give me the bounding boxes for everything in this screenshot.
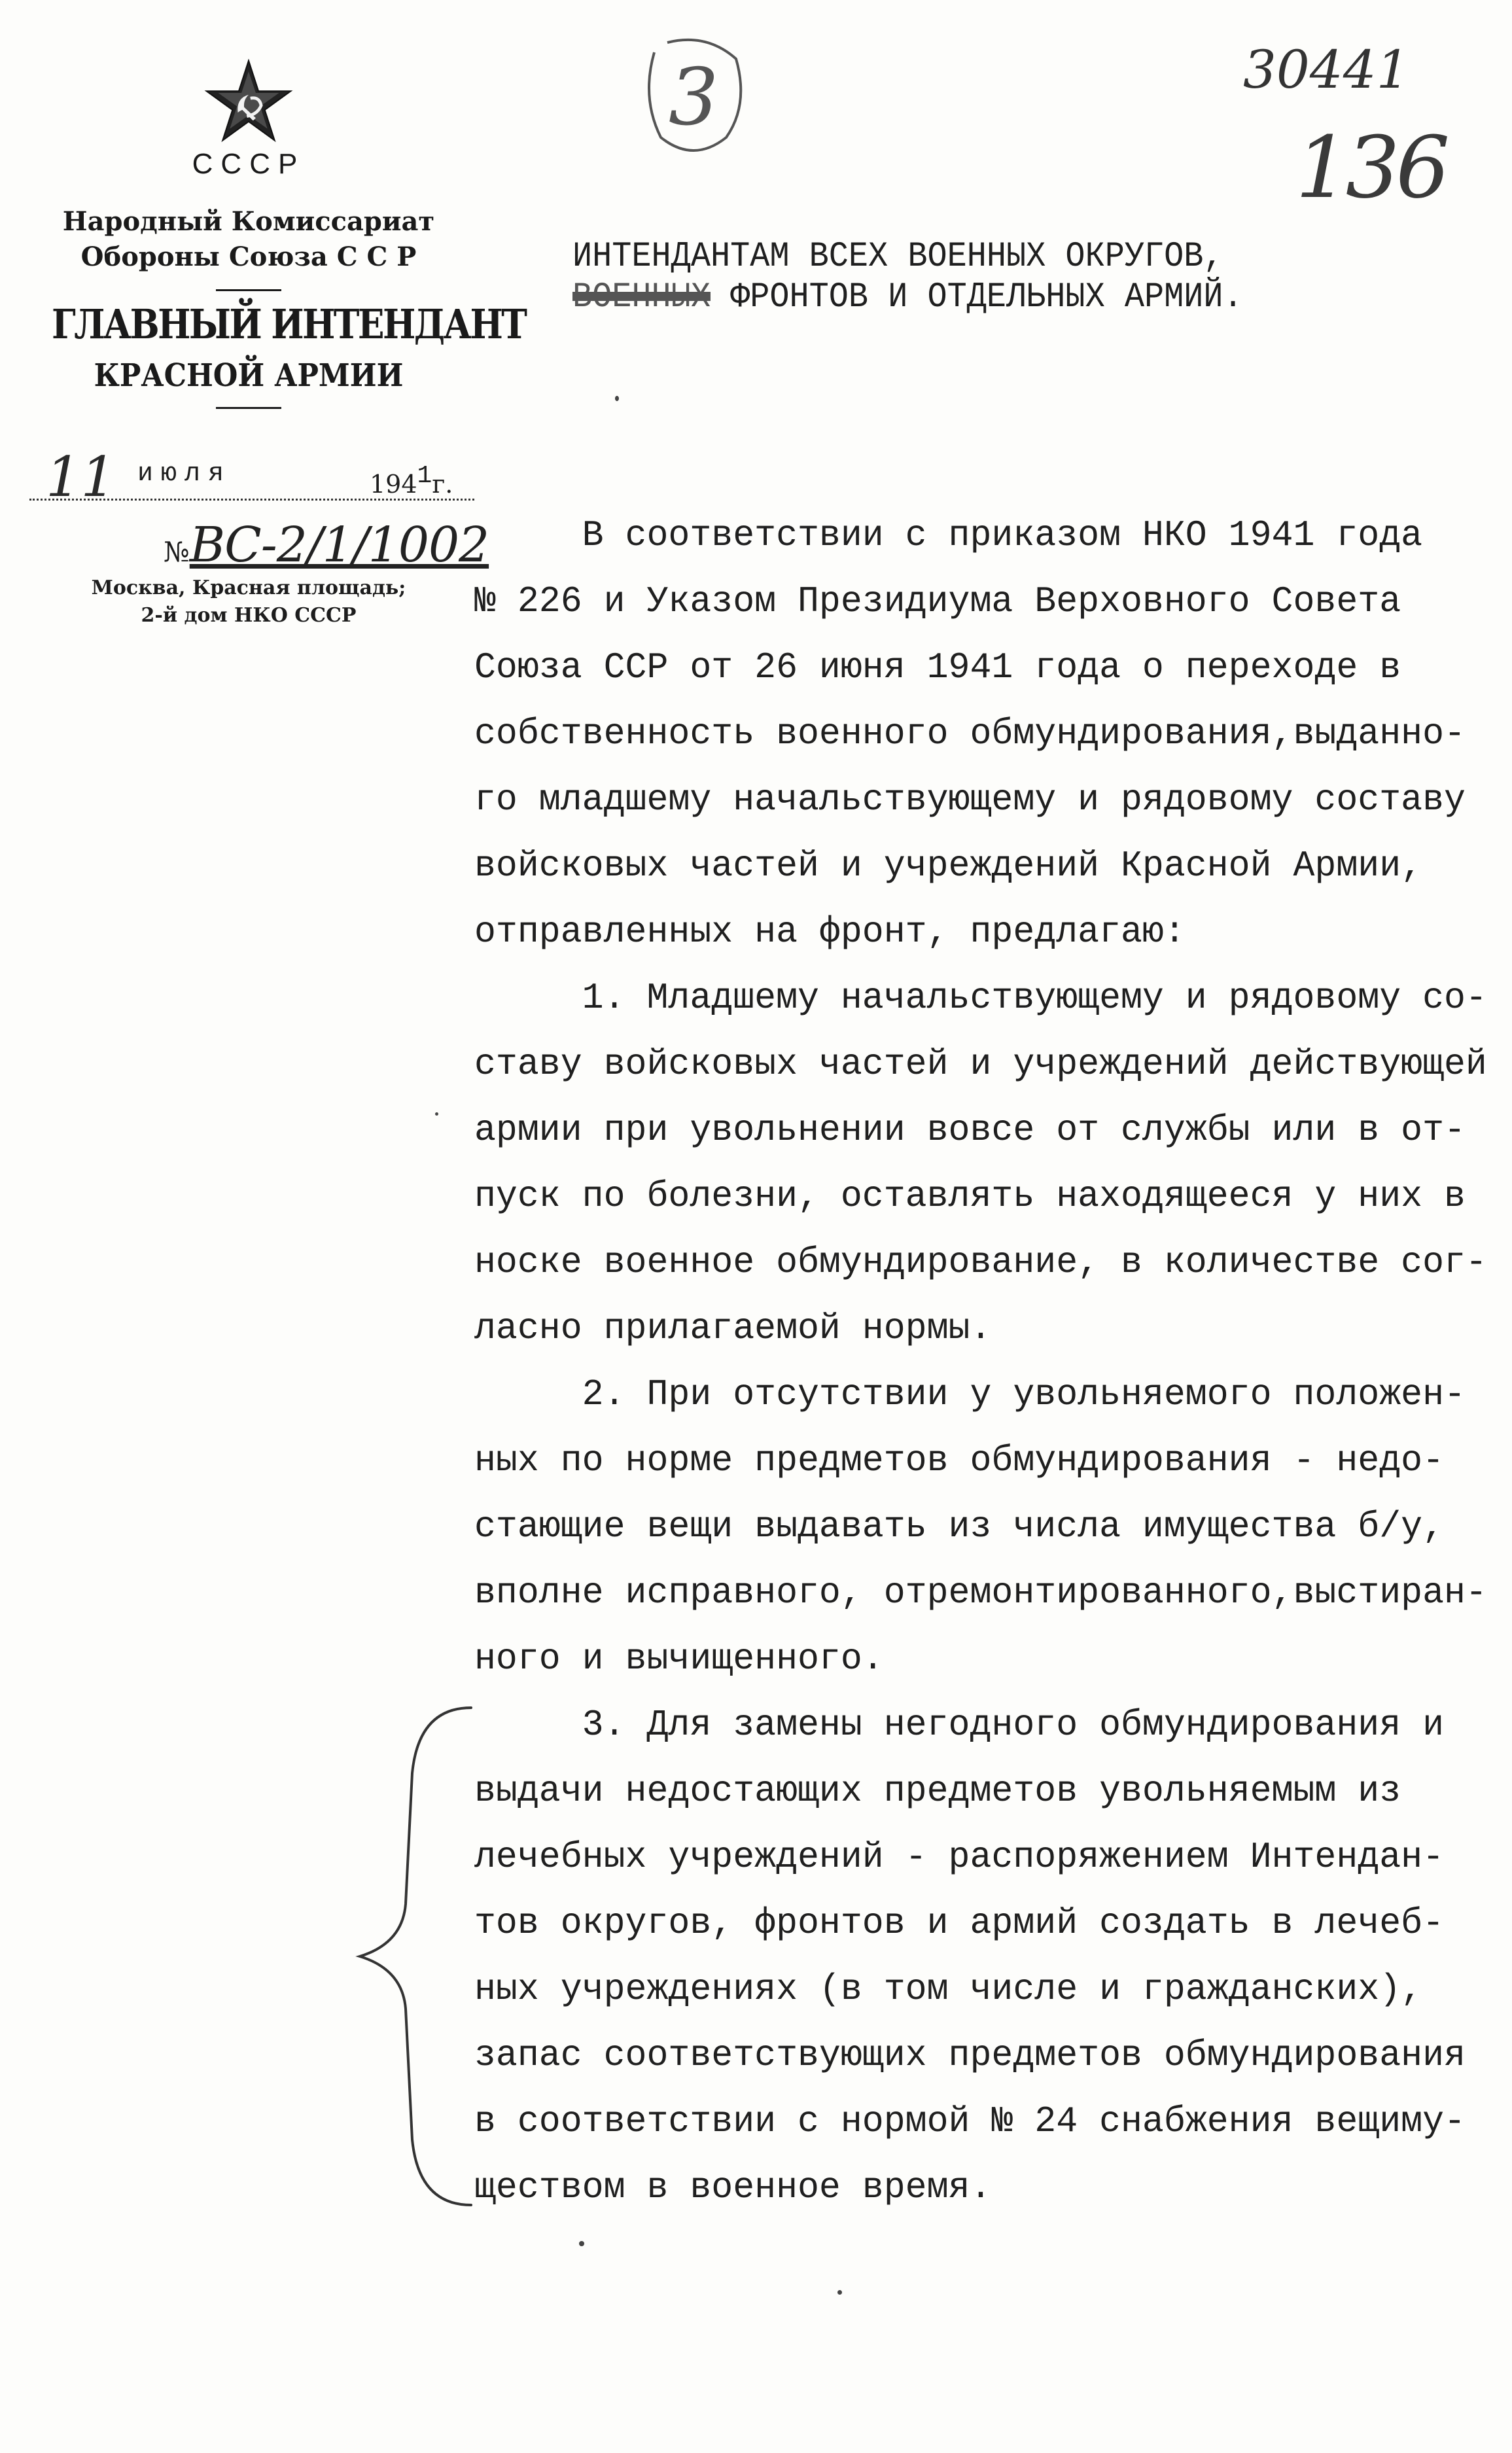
body-line: ществом в военное время. — [474, 2166, 992, 2208]
address-line-1: Москва, Красная площадь; — [91, 576, 406, 599]
body-line: пуск по болезни, оставлять находящееся у них в — [474, 1175, 1466, 1217]
sender-address — [26, 574, 471, 629]
circled-page-number — [628, 26, 759, 164]
body-line: ных по норме предметов обмундирования - недо- — [474, 1439, 1445, 1481]
sheet-number: 136 — [1295, 118, 1447, 217]
letterhead — [20, 59, 526, 418]
scan-speck — [579, 2241, 584, 2246]
body-line: 2. При отсутствии у увольняемого положен- — [474, 1373, 1466, 1415]
address-line-2: 2-й дом НКО СССР — [141, 604, 357, 627]
country-label: СССР — [192, 148, 306, 180]
body-line: ных учреждениях (в том числе и гражданских), — [474, 1968, 1423, 2010]
number-sign: № — [164, 536, 190, 568]
body-line: носке военное обмундирование, в количестве сог- — [474, 1241, 1487, 1283]
date-day-handwritten: 11 — [46, 445, 116, 509]
body-line: выдачи недостающих предметов увольняемым из — [474, 1770, 1401, 1812]
document-number — [164, 517, 489, 576]
commissariat-line-1: Народный Комиссариат — [62, 206, 435, 237]
struck-out-word: ВОЕННЫХ — [572, 277, 711, 317]
body-line: в соответствии с нормой № 24 снабжения вещиму- — [474, 2100, 1466, 2142]
scan-speck — [615, 396, 619, 401]
commissariat-line-2: Обороны Союза С С Р — [80, 241, 417, 272]
body-line: запас соответствующих предметов обмундирования — [474, 2034, 1466, 2076]
date-year-suffix: г. — [432, 470, 453, 499]
circled-number-text: 3 — [668, 52, 719, 143]
scan-speck — [837, 2290, 842, 2295]
addressee-line-2 — [572, 277, 1363, 318]
divider-rule — [216, 289, 281, 291]
date-year — [370, 462, 453, 501]
date-year-prefix: 194 — [370, 470, 417, 499]
date-line — [29, 445, 474, 509]
body-line: 1. Младшему начальствующему и рядовому со- — [474, 977, 1487, 1019]
body-line: ставу войсковых частей и учреждений действующей — [474, 1043, 1487, 1085]
body-line: отправленных на фронт, предлагаю: — [474, 911, 1186, 953]
red-star-hammer-sickle-icon — [203, 59, 294, 144]
document-number-value: ВС-2/1/1002 — [189, 517, 489, 573]
chief-intendant-title: ГЛАВНЫЙ ИНТЕНДАНТ — [52, 300, 526, 348]
body-line: В соответствии с приказом НКО 1941 года — [474, 514, 1423, 556]
archive-mark: 30441 — [1243, 39, 1410, 100]
body-line: ного и вычищенного. — [474, 1638, 884, 1680]
body-line: армии при увольнении вовсе от службы или в от- — [474, 1109, 1466, 1151]
body-line: собственность военного обмундирования,выданно- — [474, 713, 1466, 754]
body-line: тов округов, фронтов и армий создать в лечеб- — [474, 1902, 1445, 1944]
addressee-line-1: ИНТЕНДАНТАМ ВСЕХ ВОЕННЫХ ОКРУГОВ, — [572, 237, 1223, 277]
body-line: стающие вещи выдавать из числа имущества б/у, — [474, 1506, 1445, 1547]
body-line: № 226 и Указом Президиума Верховного Совета — [474, 580, 1401, 622]
body-line: лечебных учреждений - распоряжением Интендан- — [474, 1836, 1445, 1878]
date-dotted-line — [29, 499, 474, 501]
scan-speck — [435, 1112, 438, 1116]
body-line: вполне исправного, отремонтированного,выстиран- — [474, 1572, 1487, 1614]
commissariat-name — [20, 204, 478, 275]
addressee-block — [572, 237, 1363, 318]
margin-bracket-mark — [340, 1695, 484, 2218]
divider-rule-2 — [216, 407, 281, 409]
addressee-line-2-text: ФРОНТОВ И ОТДЕЛЬНЫХ АРМИЙ. — [730, 277, 1243, 317]
document-body — [474, 503, 1495, 2221]
date-month: июля — [137, 459, 232, 489]
body-line: ласно прилагаемой нормы. — [474, 1307, 992, 1349]
red-army-subtitle: КРАСНОЙ АРМИИ — [94, 357, 404, 394]
body-line: го младшему начальствующему и рядовому составу — [474, 779, 1466, 821]
date-year-digit: 1 — [417, 462, 432, 490]
body-line: войсковых частей и учреждений Красной Армии, — [474, 845, 1423, 887]
body-line: Союза ССР от 26 июня 1941 года о переходе в — [474, 646, 1401, 688]
body-line: 3. Для замены негодного обмундирования и — [474, 1704, 1445, 1746]
